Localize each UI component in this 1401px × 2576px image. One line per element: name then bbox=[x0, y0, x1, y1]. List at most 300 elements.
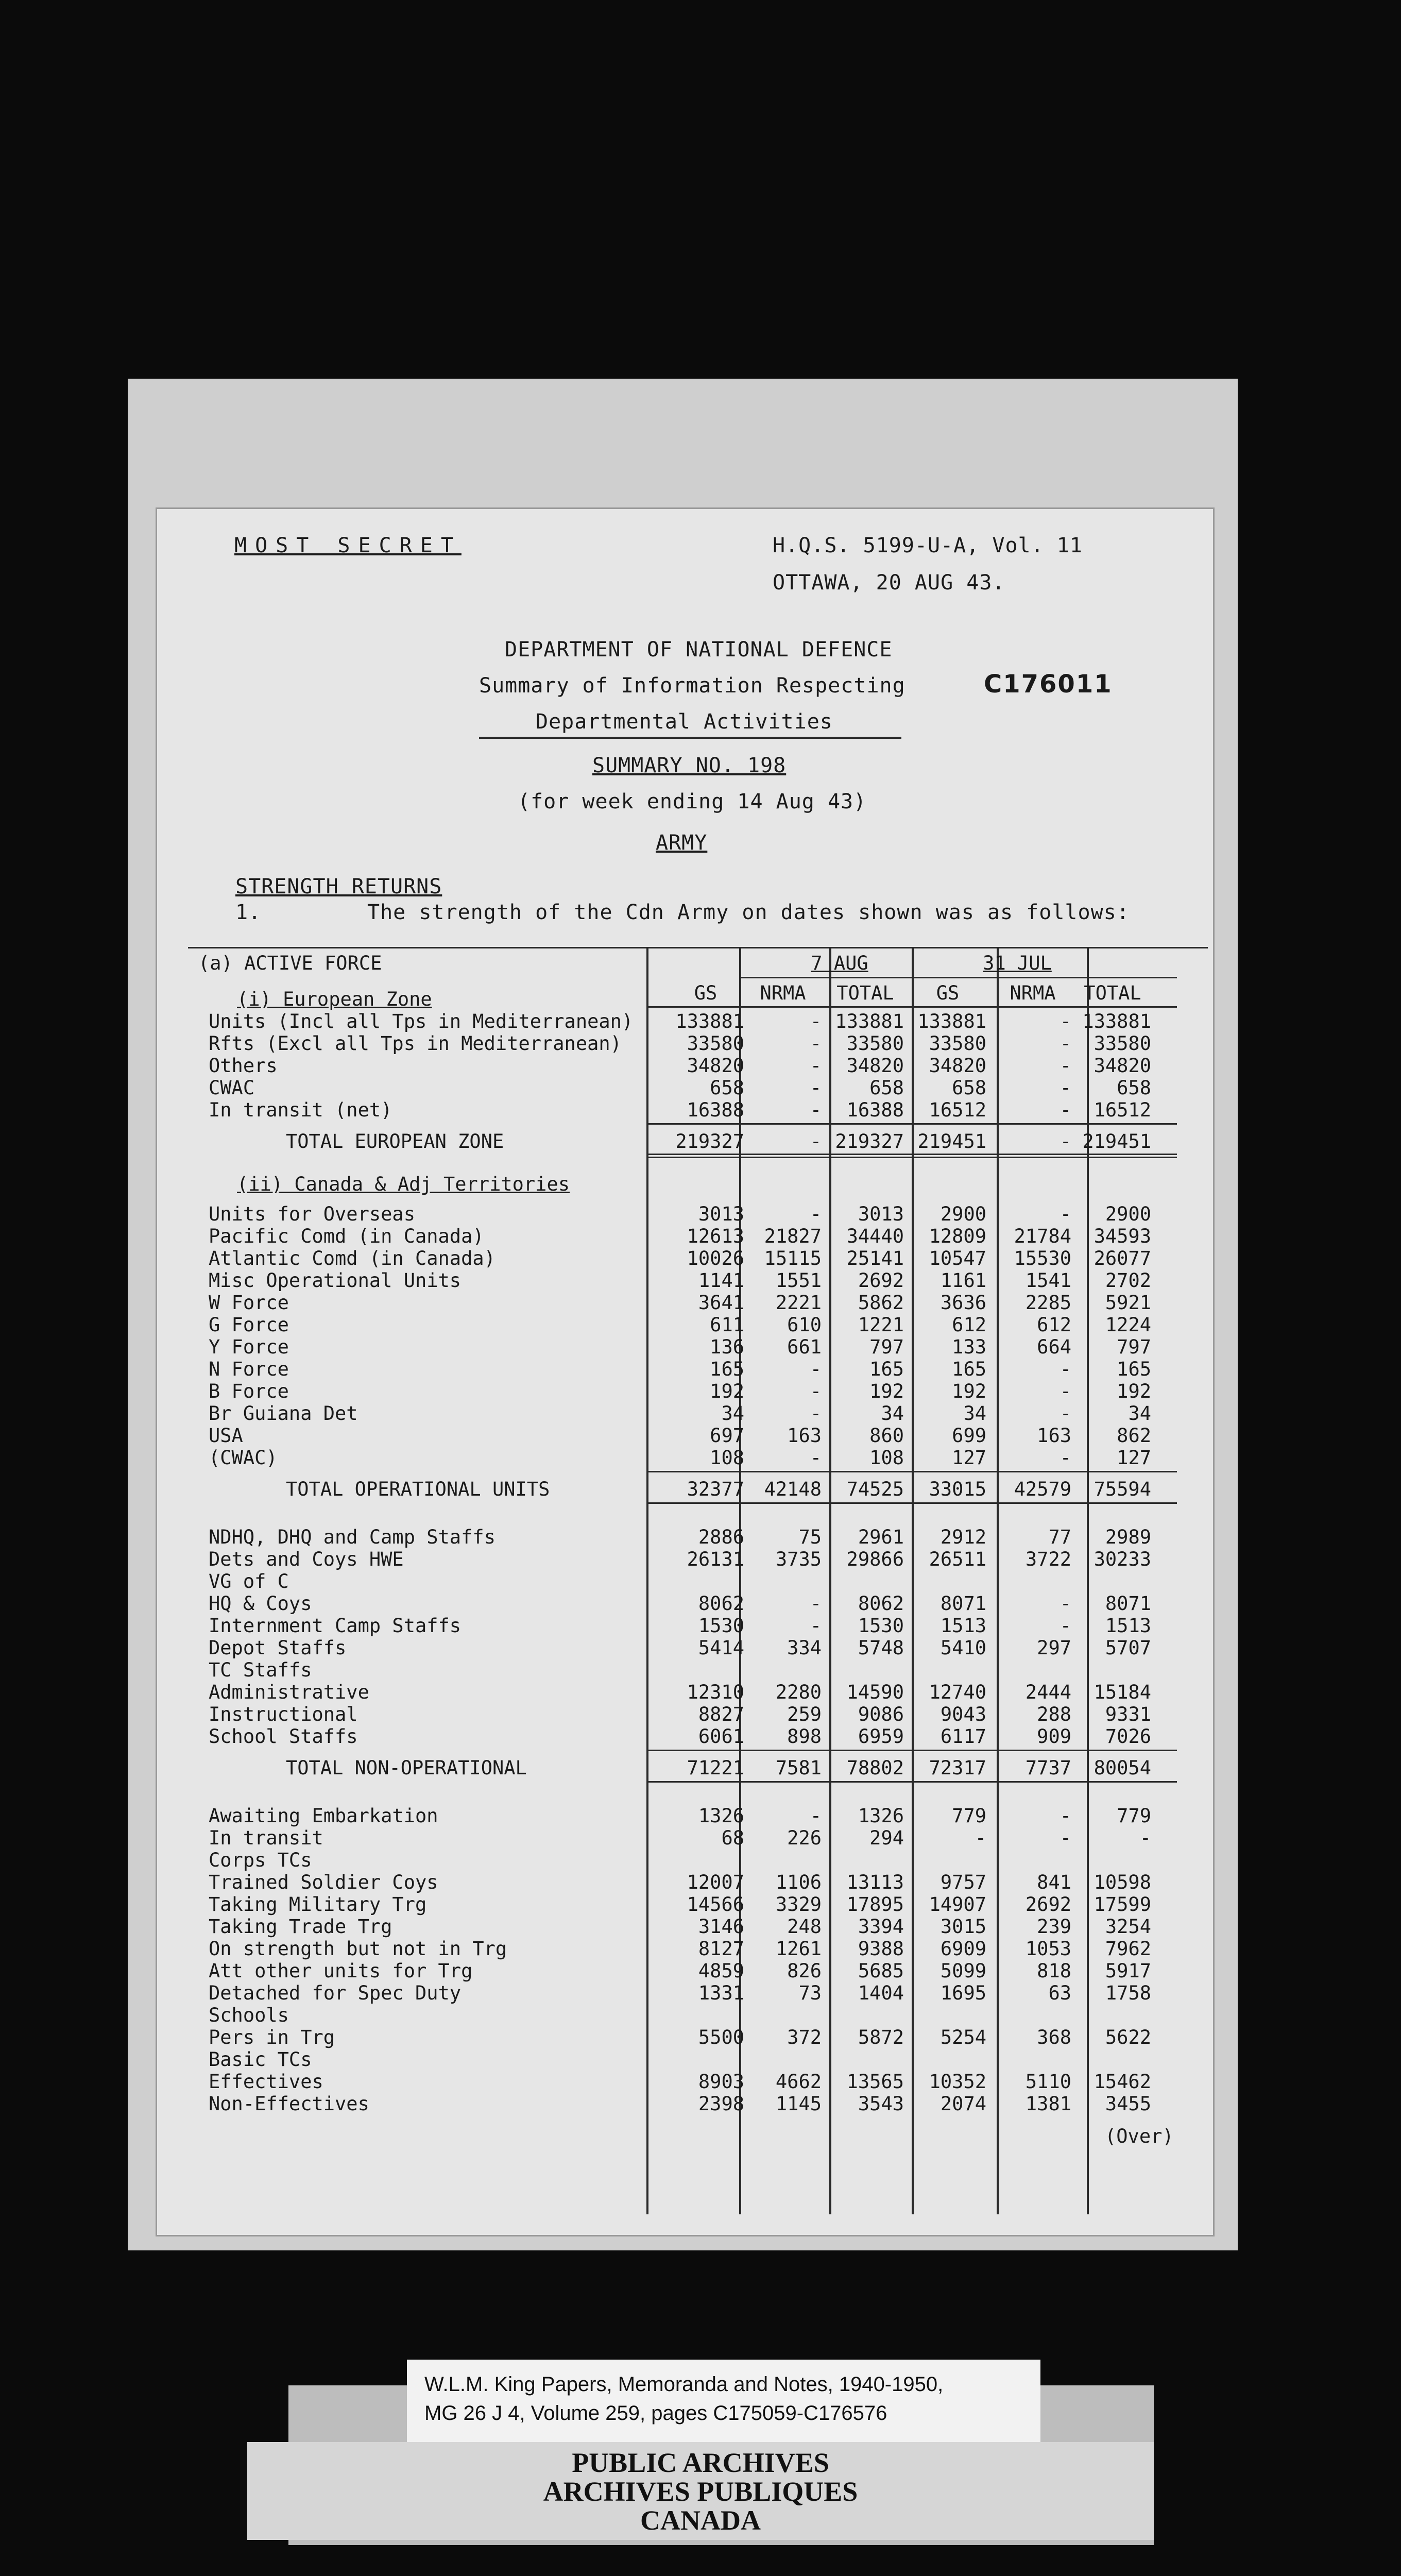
row-value: 3641 bbox=[698, 1292, 744, 1314]
row-value: 1331 bbox=[698, 1982, 744, 2004]
row-value: 26131 bbox=[687, 1548, 744, 1570]
row-value: 34593 bbox=[1094, 1225, 1151, 1247]
row-value: 34820 bbox=[687, 1055, 744, 1077]
row-value: 10026 bbox=[687, 1247, 744, 1269]
row-value: 14566 bbox=[687, 1893, 744, 1916]
file-reference: H.Q.S. 5199-U-A, Vol. 11 bbox=[773, 534, 1083, 557]
row-value: 1141 bbox=[698, 1269, 744, 1292]
row-value: - bbox=[810, 1032, 822, 1055]
row-value: 33580 bbox=[846, 1032, 904, 1055]
row-value: 21784 bbox=[1014, 1225, 1071, 1247]
row-value: 219451 bbox=[917, 1130, 986, 1153]
row-value: 12740 bbox=[929, 1681, 986, 1703]
row-value: 1261 bbox=[775, 1938, 822, 1960]
row-value: 42148 bbox=[764, 1478, 822, 1500]
column-header: NRMA bbox=[760, 982, 806, 1004]
row-value: - bbox=[1060, 1099, 1071, 1121]
row-value: 133 bbox=[952, 1336, 986, 1358]
row-label: Taking Trade Trg bbox=[209, 1916, 392, 1938]
row-value: 3329 bbox=[775, 1893, 822, 1916]
table-row bbox=[188, 1982, 1208, 2004]
classification: MOST SECRET bbox=[234, 534, 462, 557]
row-value: 898 bbox=[787, 1725, 822, 1748]
row-value: 658 bbox=[1117, 1077, 1151, 1099]
row-value: - bbox=[1060, 1402, 1071, 1425]
col-group-7aug: 7 AUG bbox=[811, 952, 868, 974]
row-value: 10547 bbox=[929, 1247, 986, 1269]
row-label: Basic TCs bbox=[209, 2048, 312, 2071]
row-value: 860 bbox=[869, 1425, 904, 1447]
row-value: 42579 bbox=[1014, 1478, 1071, 1500]
subsection-heading: (i) European Zone bbox=[237, 988, 432, 1010]
row-value: 862 bbox=[1117, 1425, 1151, 1447]
row-value: 248 bbox=[787, 1916, 822, 1938]
row-value: 2285 bbox=[1025, 1292, 1071, 1314]
table-row bbox=[188, 1548, 1208, 1570]
row-value: - bbox=[1060, 1447, 1071, 1469]
source-caption bbox=[407, 2360, 1040, 2447]
row-label: Units for Overseas bbox=[209, 1203, 415, 1225]
total-rule bbox=[646, 1502, 1177, 1504]
row-value: 34 bbox=[881, 1402, 904, 1425]
row-value: 1530 bbox=[858, 1615, 904, 1637]
table-row bbox=[188, 1032, 1208, 1054]
row-value: 1326 bbox=[858, 1805, 904, 1827]
row-value: 3394 bbox=[858, 1916, 904, 1938]
row-value: - bbox=[810, 1099, 822, 1121]
row-label: W Force bbox=[209, 1292, 289, 1314]
row-value: 1541 bbox=[1025, 1269, 1071, 1292]
row-value: 165 bbox=[869, 1358, 904, 1380]
row-value: 74525 bbox=[846, 1478, 904, 1500]
paragraph-number: 1. bbox=[235, 901, 262, 924]
row-value: 192 bbox=[710, 1380, 744, 1402]
row-value: 7026 bbox=[1105, 1725, 1151, 1748]
row-value: 661 bbox=[787, 1336, 822, 1358]
table-row bbox=[188, 1570, 1208, 1592]
row-value: 165 bbox=[1117, 1358, 1151, 1380]
row-label: N Force bbox=[209, 1358, 289, 1380]
row-value: 610 bbox=[787, 1314, 822, 1336]
row-value: 9043 bbox=[940, 1703, 986, 1725]
row-value: 3146 bbox=[698, 1916, 744, 1938]
section-heading: STRENGTH RETURNS bbox=[235, 875, 442, 899]
row-label: In transit (net) bbox=[209, 1099, 392, 1121]
row-value: 288 bbox=[1037, 1703, 1071, 1725]
row-value: - bbox=[810, 1615, 822, 1637]
row-value: 612 bbox=[1037, 1314, 1071, 1336]
row-value: - bbox=[1060, 1827, 1071, 1849]
paragraph-text: The strength of the Cdn Army on dates shown was as follows: bbox=[367, 901, 1130, 924]
row-value: 909 bbox=[1037, 1725, 1071, 1748]
row-value: 7581 bbox=[775, 1757, 822, 1779]
strength-table bbox=[188, 947, 1208, 2214]
row-value: 30233 bbox=[1094, 1548, 1151, 1570]
table-row bbox=[188, 2048, 1208, 2070]
row-value: 368 bbox=[1037, 2026, 1071, 2048]
table-row bbox=[188, 1659, 1208, 1681]
row-value: 34 bbox=[1128, 1402, 1151, 1425]
row-value: 2074 bbox=[940, 2093, 986, 2115]
table-row bbox=[188, 1637, 1208, 1658]
row-value: - bbox=[810, 1805, 822, 1827]
row-value: 826 bbox=[787, 1960, 822, 1982]
row-value: 1530 bbox=[698, 1615, 744, 1637]
row-value: 2398 bbox=[698, 2093, 744, 2115]
row-value: - bbox=[1060, 1203, 1071, 1225]
row-value: 16512 bbox=[1094, 1099, 1151, 1121]
total-rule bbox=[646, 1750, 1177, 1751]
row-label: On strength but not in Trg bbox=[209, 1938, 507, 1960]
row-label: TC Staffs bbox=[209, 1659, 312, 1681]
row-value: 5707 bbox=[1105, 1637, 1151, 1659]
row-value: 797 bbox=[1117, 1336, 1151, 1358]
table-row bbox=[188, 1247, 1208, 1269]
week-ending: (for week ending 14 Aug 43) bbox=[518, 790, 867, 814]
row-value: 658 bbox=[952, 1077, 986, 1099]
row-value: 1513 bbox=[940, 1615, 986, 1637]
table-row bbox=[188, 1871, 1208, 1893]
row-value: 133881 bbox=[1082, 1010, 1151, 1032]
summary-number: SUMMARY NO. 198 bbox=[592, 754, 787, 777]
row-value: 1145 bbox=[775, 2093, 822, 2115]
row-value: 3013 bbox=[698, 1203, 744, 1225]
row-label: Att other units for Trg bbox=[209, 1960, 473, 1982]
row-value: 1224 bbox=[1105, 1314, 1151, 1336]
row-label: (CWAC) bbox=[209, 1447, 278, 1469]
row-label: Detached for Spec Duty bbox=[209, 1982, 462, 2004]
row-label: G Force bbox=[209, 1314, 289, 1336]
total-rule bbox=[646, 1154, 1177, 1155]
row-value: 33015 bbox=[929, 1478, 986, 1500]
row-value: 78802 bbox=[846, 1757, 904, 1779]
row-value: 15115 bbox=[764, 1247, 822, 1269]
row-value: 8903 bbox=[698, 2071, 744, 2093]
row-value: 1758 bbox=[1105, 1982, 1151, 2004]
row-value: - bbox=[810, 1592, 822, 1615]
row-value: 3722 bbox=[1025, 1548, 1071, 1570]
table-row bbox=[188, 1099, 1208, 1121]
table-row bbox=[188, 1681, 1208, 1703]
row-label: Effectives bbox=[209, 2071, 323, 2093]
row-value: 8071 bbox=[1105, 1592, 1151, 1615]
row-value: 136 bbox=[710, 1336, 744, 1358]
table-row bbox=[188, 1358, 1208, 1380]
row-value: 1053 bbox=[1025, 1938, 1071, 1960]
row-value: 5254 bbox=[940, 2026, 986, 2048]
row-value: 658 bbox=[869, 1077, 904, 1099]
row-value: 612 bbox=[952, 1314, 986, 1336]
table-row bbox=[188, 1526, 1208, 1548]
row-value: 127 bbox=[952, 1447, 986, 1469]
table-row bbox=[188, 1269, 1208, 1291]
row-value: 2989 bbox=[1105, 1526, 1151, 1548]
row-value: 68 bbox=[721, 1827, 744, 1849]
group-rule bbox=[739, 977, 1177, 978]
caption-line-1: W.L.M. King Papers, Memoranda and Notes, 1940-1950, bbox=[424, 2373, 944, 2396]
row-value: 10598 bbox=[1094, 1871, 1151, 1893]
memo-page bbox=[156, 507, 1215, 2236]
row-value: - bbox=[1060, 1805, 1071, 1827]
row-value: - bbox=[1060, 1615, 1071, 1637]
row-value: 9331 bbox=[1105, 1703, 1151, 1725]
table-row bbox=[188, 1425, 1208, 1446]
row-value: 3636 bbox=[940, 1292, 986, 1314]
row-value: 29866 bbox=[846, 1548, 904, 1570]
table-row bbox=[188, 2071, 1208, 2092]
row-value: 818 bbox=[1037, 1960, 1071, 1982]
row-value: 5099 bbox=[940, 1960, 986, 1982]
row-value: 34820 bbox=[929, 1055, 986, 1077]
row-value: 2900 bbox=[1105, 1203, 1151, 1225]
row-value: 108 bbox=[869, 1447, 904, 1469]
row-value: 26511 bbox=[929, 1548, 986, 1570]
row-value: 779 bbox=[1117, 1805, 1151, 1827]
row-value: 15184 bbox=[1094, 1681, 1151, 1703]
row-value: 15530 bbox=[1014, 1247, 1071, 1269]
row-value: 2961 bbox=[858, 1526, 904, 1548]
row-value: 1551 bbox=[775, 1269, 822, 1292]
archive-line-2: ARCHIVES PUBLIQUES bbox=[543, 2476, 858, 2507]
row-value: 297 bbox=[1037, 1637, 1071, 1659]
row-value: 294 bbox=[869, 1827, 904, 1849]
table-row bbox=[188, 1478, 1208, 1500]
row-value: 3015 bbox=[940, 1916, 986, 1938]
row-value: 10352 bbox=[929, 2071, 986, 2093]
row-value: 34820 bbox=[846, 1055, 904, 1077]
row-value: 133881 bbox=[675, 1010, 744, 1032]
table-row bbox=[188, 1893, 1208, 1915]
row-label: B Force bbox=[209, 1380, 289, 1402]
row-value: 5110 bbox=[1025, 2071, 1071, 2093]
row-value: 71221 bbox=[687, 1757, 744, 1779]
row-value: - bbox=[1060, 1077, 1071, 1099]
row-value: 219451 bbox=[1082, 1130, 1151, 1153]
archive-stamp bbox=[247, 2442, 1154, 2540]
row-label: Pacific Comd (in Canada) bbox=[209, 1225, 484, 1247]
row-label: Y Force bbox=[209, 1336, 289, 1358]
row-value: 32377 bbox=[687, 1478, 744, 1500]
row-value: 841 bbox=[1037, 1871, 1071, 1893]
row-value: 219327 bbox=[675, 1130, 744, 1153]
row-value: 33580 bbox=[1094, 1032, 1151, 1055]
row-value: 239 bbox=[1037, 1916, 1071, 1938]
table-row bbox=[188, 1203, 1208, 1225]
row-value: 16388 bbox=[846, 1099, 904, 1121]
row-value: 14590 bbox=[846, 1681, 904, 1703]
table-row bbox=[188, 1336, 1208, 1358]
row-value: 797 bbox=[869, 1336, 904, 1358]
row-value: - bbox=[1060, 1380, 1071, 1402]
column-header: GS bbox=[936, 982, 960, 1004]
row-value: 8827 bbox=[698, 1703, 744, 1725]
row-value: - bbox=[1060, 1358, 1071, 1380]
title-divider bbox=[479, 737, 901, 739]
row-label: Depot Staffs bbox=[209, 1637, 347, 1659]
active-force-label: (a) ACTIVE FORCE bbox=[198, 952, 382, 974]
row-value: 2692 bbox=[1025, 1893, 1071, 1916]
table-row bbox=[188, 1827, 1208, 1849]
row-value: 1161 bbox=[940, 1269, 986, 1292]
archive-line-3: CANADA bbox=[640, 2505, 761, 2536]
row-value: 1513 bbox=[1105, 1615, 1151, 1637]
summary-line: Summary of Information Respecting bbox=[479, 674, 905, 698]
row-value: - bbox=[810, 1203, 822, 1225]
row-label: CWAC bbox=[209, 1077, 255, 1099]
row-label: In transit bbox=[209, 1827, 323, 1849]
table-row bbox=[188, 1010, 1208, 1032]
row-value: 1326 bbox=[698, 1805, 744, 1827]
row-value: - bbox=[1060, 1130, 1071, 1153]
row-value: 163 bbox=[787, 1425, 822, 1447]
row-value: 5862 bbox=[858, 1292, 904, 1314]
row-value: 5921 bbox=[1105, 1292, 1151, 1314]
table-row bbox=[188, 1077, 1208, 1098]
row-value: 5917 bbox=[1105, 1960, 1151, 1982]
row-value: 75 bbox=[798, 1526, 822, 1548]
row-value: 17599 bbox=[1094, 1893, 1151, 1916]
table-row bbox=[188, 1703, 1208, 1725]
row-value: 1695 bbox=[940, 1982, 986, 2004]
row-value: 165 bbox=[952, 1358, 986, 1380]
row-value: 192 bbox=[1117, 1380, 1151, 1402]
row-label: NDHQ, DHQ and Camp Staffs bbox=[209, 1526, 496, 1548]
row-label: Units (Incl all Tps in Mediterranean) bbox=[209, 1010, 634, 1032]
row-value: 1221 bbox=[858, 1314, 904, 1336]
table-row bbox=[188, 1592, 1208, 1614]
row-label: USA bbox=[209, 1425, 243, 1447]
row-label: Administrative bbox=[209, 1681, 369, 1703]
row-value: 7737 bbox=[1025, 1757, 1071, 1779]
table-row bbox=[188, 1960, 1208, 1981]
row-value: 2886 bbox=[698, 1526, 744, 1548]
row-value: 1381 bbox=[1025, 2093, 1071, 2115]
row-value: 219327 bbox=[835, 1130, 904, 1153]
table-row bbox=[188, 1055, 1208, 1076]
row-value: 12007 bbox=[687, 1871, 744, 1893]
table-row bbox=[188, 1849, 1208, 1871]
row-value: 34440 bbox=[846, 1225, 904, 1247]
table-row bbox=[188, 2093, 1208, 2114]
table-row bbox=[188, 1805, 1208, 1826]
row-label: TOTAL NON-OPERATIONAL bbox=[286, 1757, 527, 1779]
total-rule bbox=[646, 1781, 1177, 1783]
over-marker: (Over) bbox=[1105, 2125, 1174, 2147]
archive-line-1: PUBLIC ARCHIVES bbox=[572, 2447, 829, 2478]
row-label: Misc Operational Units bbox=[209, 1269, 462, 1292]
row-value: 26077 bbox=[1094, 1247, 1151, 1269]
row-value: 2444 bbox=[1025, 1681, 1071, 1703]
row-label: Corps TCs bbox=[209, 1849, 312, 1871]
row-label: VG of C bbox=[209, 1570, 289, 1592]
row-value: - bbox=[975, 1827, 986, 1849]
row-value: 334 bbox=[787, 1637, 822, 1659]
row-value: - bbox=[810, 1402, 822, 1425]
row-value: 3254 bbox=[1105, 1916, 1151, 1938]
table-row bbox=[188, 1402, 1208, 1424]
row-value: 15462 bbox=[1094, 2071, 1151, 2093]
row-value: 3735 bbox=[775, 1548, 822, 1570]
row-value: 697 bbox=[710, 1425, 744, 1447]
row-value: 5748 bbox=[858, 1637, 904, 1659]
row-value: 1404 bbox=[858, 1982, 904, 2004]
department-title: DEPARTMENT OF NATIONAL DEFENCE bbox=[505, 638, 893, 662]
row-value: - bbox=[810, 1130, 822, 1153]
row-value: 5410 bbox=[940, 1637, 986, 1659]
row-value: - bbox=[810, 1358, 822, 1380]
row-value: 4859 bbox=[698, 1960, 744, 1982]
table-row bbox=[188, 1380, 1208, 1402]
row-value: 108 bbox=[710, 1447, 744, 1469]
row-label: Taking Military Trg bbox=[209, 1893, 427, 1916]
row-value: 4662 bbox=[775, 2071, 822, 2093]
table-row bbox=[188, 1130, 1208, 1152]
row-value: 664 bbox=[1037, 1336, 1071, 1358]
row-label: Trained Soldier Coys bbox=[209, 1871, 438, 1893]
total-rule bbox=[646, 1471, 1177, 1472]
table-row bbox=[188, 1225, 1208, 1247]
row-value: 9086 bbox=[858, 1703, 904, 1725]
row-value: 12310 bbox=[687, 1681, 744, 1703]
row-value: 16388 bbox=[687, 1099, 744, 1121]
column-header: GS bbox=[694, 982, 717, 1004]
row-value: - bbox=[810, 1055, 822, 1077]
document-stamp: C176011 bbox=[984, 670, 1113, 699]
row-value: 7962 bbox=[1105, 1938, 1151, 1960]
row-value: 17895 bbox=[846, 1893, 904, 1916]
row-label: Others bbox=[209, 1055, 278, 1077]
table-row bbox=[188, 1292, 1208, 1313]
row-value: 2221 bbox=[775, 1292, 822, 1314]
table-row bbox=[188, 1615, 1208, 1636]
row-value: 14907 bbox=[929, 1893, 986, 1916]
row-value: 8062 bbox=[698, 1592, 744, 1615]
row-label: Dets and Coys HWE bbox=[209, 1548, 404, 1570]
row-value: - bbox=[1139, 1827, 1151, 1849]
row-value: 77 bbox=[1048, 1526, 1071, 1548]
table-row bbox=[188, 1314, 1208, 1335]
row-value: 16512 bbox=[929, 1099, 986, 1121]
row-value: 1106 bbox=[775, 1871, 822, 1893]
row-value: 33580 bbox=[687, 1032, 744, 1055]
row-label: Pers in Trg bbox=[209, 2026, 335, 2048]
table-top-rule bbox=[188, 947, 1208, 948]
row-value: 8127 bbox=[698, 1938, 744, 1960]
row-value: 72317 bbox=[929, 1757, 986, 1779]
row-label: Instructional bbox=[209, 1703, 358, 1725]
row-value: 34 bbox=[721, 1402, 744, 1425]
table-row bbox=[188, 1916, 1208, 1937]
row-value: 259 bbox=[787, 1703, 822, 1725]
row-value: 192 bbox=[869, 1380, 904, 1402]
row-value: 2900 bbox=[940, 1203, 986, 1225]
row-value: 25141 bbox=[846, 1247, 904, 1269]
activities-line: Departmental Activities bbox=[536, 710, 833, 734]
row-value: - bbox=[1060, 1010, 1071, 1032]
row-value: 611 bbox=[710, 1314, 744, 1336]
column-header: TOTAL bbox=[836, 982, 894, 1004]
row-value: 13113 bbox=[846, 1871, 904, 1893]
row-value: 63 bbox=[1048, 1982, 1071, 2004]
row-value: 5622 bbox=[1105, 2026, 1151, 2048]
row-label: Rfts (Excl all Tps in Mediterranean) bbox=[209, 1032, 622, 1055]
row-value: 34 bbox=[963, 1402, 986, 1425]
row-value: 3013 bbox=[858, 1203, 904, 1225]
column-header: TOTAL bbox=[1084, 982, 1141, 1004]
table-row bbox=[188, 1725, 1208, 1747]
subsection-heading: (ii) Canada & Adj Territories bbox=[237, 1173, 570, 1195]
row-value: - bbox=[810, 1077, 822, 1099]
